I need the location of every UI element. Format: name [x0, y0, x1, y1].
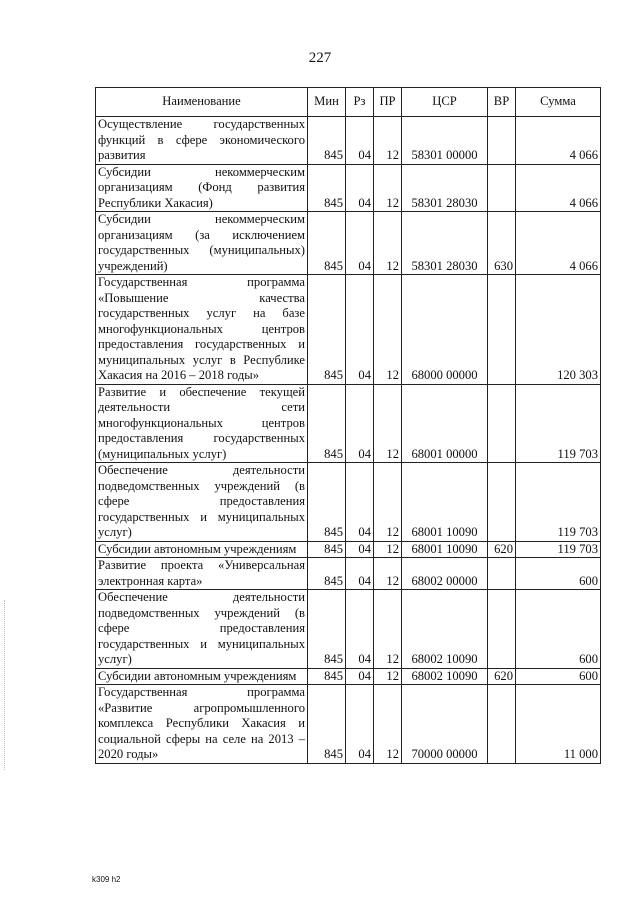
cell-csr: 68001 00000: [402, 384, 488, 463]
cell-name: Субсидии некоммерческим организациям (за исключением государственных (муниципальных) учреждений): [96, 212, 308, 275]
cell-min: 845: [308, 164, 346, 212]
cell-min: 845: [308, 117, 346, 165]
cell-rz: 04: [346, 117, 374, 165]
header-pr: ПР: [374, 88, 402, 117]
cell-sum: 4 066: [516, 117, 601, 165]
budget-table: [95, 87, 601, 764]
cell-sum: 11 000: [516, 685, 601, 764]
table-row: [96, 463, 601, 542]
cell-vr: [488, 558, 516, 590]
cell-min: 845: [308, 590, 346, 669]
cell-csr: 68002 10090: [402, 668, 488, 685]
cell-csr: 58301 00000: [402, 117, 488, 165]
cell-rz: 04: [346, 668, 374, 685]
table-row: [96, 541, 601, 558]
cell-name: Развитие и обеспечение текущей деятельности сети многофункциональных центров предоставления государственных (муниципальных услуг): [96, 384, 308, 463]
cell-vr: 630: [488, 212, 516, 275]
header-name: Наименование: [96, 88, 308, 117]
cell-pr: 12: [374, 558, 402, 590]
table-row: [96, 275, 601, 385]
cell-name: Осуществление государственных функций в сфере экономического развития: [96, 117, 308, 165]
cell-pr: 12: [374, 117, 402, 165]
cell-min: 845: [308, 668, 346, 685]
cell-name: Развитие проекта «Универсальная электронная карта»: [96, 558, 308, 590]
cell-vr: [488, 590, 516, 669]
header-rz: Рз: [346, 88, 374, 117]
cell-min: 845: [308, 685, 346, 764]
header-sum: Сумма: [516, 88, 601, 117]
cell-pr: 12: [374, 541, 402, 558]
table-row: [96, 212, 601, 275]
cell-sum: 119 703: [516, 463, 601, 542]
cell-pr: 12: [374, 668, 402, 685]
cell-min: 845: [308, 212, 346, 275]
cell-name: Обеспечение деятельности подведомственных учреждений (в сфере предоставления государственных и муниципальных услуг): [96, 590, 308, 669]
cell-rz: 04: [346, 463, 374, 542]
cell-sum: 4 066: [516, 212, 601, 275]
cell-pr: 12: [374, 164, 402, 212]
cell-min: 845: [308, 558, 346, 590]
cell-csr: 70000 00000: [402, 685, 488, 764]
cell-min: 845: [308, 384, 346, 463]
cell-name: Субсидии автономным учреждениям: [96, 541, 308, 558]
table-header-row: [96, 88, 601, 117]
cell-name: Субсидии автономным учреждениям: [96, 668, 308, 685]
table-row: [96, 384, 601, 463]
cell-vr: [488, 685, 516, 764]
cell-vr: [488, 384, 516, 463]
header-min: Мин: [308, 88, 346, 117]
cell-name: Государственная программа «Повышение качества государственных услуг на базе многофункциональных центров предоставления государственных и муниципальных услуг в Республике Хакасия на 2016 – 2018 годы»: [96, 275, 308, 385]
cell-csr: 68002 00000: [402, 558, 488, 590]
table-row: [96, 117, 601, 165]
margin-scan-marks: [4, 600, 7, 770]
cell-vr: [488, 275, 516, 385]
cell-sum: 4 066: [516, 164, 601, 212]
cell-vr: 620: [488, 668, 516, 685]
cell-csr: 68002 10090: [402, 590, 488, 669]
header-vr: ВР: [488, 88, 516, 117]
cell-csr: 68001 10090: [402, 463, 488, 542]
cell-csr: 68000 00000: [402, 275, 488, 385]
cell-sum: 120 303: [516, 275, 601, 385]
cell-pr: 12: [374, 463, 402, 542]
cell-rz: 04: [346, 685, 374, 764]
cell-rz: 04: [346, 212, 374, 275]
cell-rz: 04: [346, 384, 374, 463]
cell-vr: [488, 463, 516, 542]
cell-rz: 04: [346, 164, 374, 212]
cell-vr: 620: [488, 541, 516, 558]
page-number: 227: [308, 50, 332, 66]
cell-sum: 600: [516, 590, 601, 669]
cell-pr: 12: [374, 590, 402, 669]
cell-csr: 68001 10090: [402, 541, 488, 558]
cell-name: Государственная программа «Развитие агропромышленного комплекса Республики Хакасия и социальной сферы на селе на 2013 – 2020 годы»: [96, 685, 308, 764]
cell-pr: 12: [374, 384, 402, 463]
cell-sum: 600: [516, 558, 601, 590]
cell-name: Обеспечение деятельности подведомственных учреждений (в сфере предоставления государственных и муниципальных услуг): [96, 463, 308, 542]
cell-pr: 12: [374, 275, 402, 385]
cell-rz: 04: [346, 275, 374, 385]
table-body: [96, 117, 601, 764]
table-row: [96, 685, 601, 764]
cell-rz: 04: [346, 541, 374, 558]
cell-vr: [488, 117, 516, 165]
footer-code: k309 h2: [92, 875, 121, 884]
cell-vr: [488, 164, 516, 212]
table-row: [96, 668, 601, 685]
table-row: [96, 590, 601, 669]
cell-csr: 58301 28030: [402, 212, 488, 275]
cell-rz: 04: [346, 558, 374, 590]
cell-min: 845: [308, 463, 346, 542]
cell-csr: 58301 28030: [402, 164, 488, 212]
cell-pr: 12: [374, 212, 402, 275]
cell-pr: 12: [374, 685, 402, 764]
cell-rz: 04: [346, 590, 374, 669]
cell-min: 845: [308, 275, 346, 385]
cell-sum: 119 703: [516, 541, 601, 558]
cell-name: Субсидии некоммерческим организациям (Фонд развития Республики Хакасия): [96, 164, 308, 212]
cell-sum: 119 703: [516, 384, 601, 463]
header-csr: ЦСР: [402, 88, 488, 117]
cell-sum: 600: [516, 668, 601, 685]
cell-min: 845: [308, 541, 346, 558]
table-row: [96, 164, 601, 212]
table-row: [96, 558, 601, 590]
